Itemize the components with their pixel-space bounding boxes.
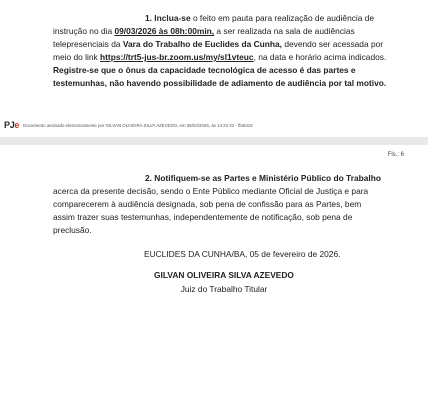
signer-role: Juiz do Trabalho Titular [180, 284, 268, 294]
paragraph-2-line-5: preclusão. [53, 225, 92, 235]
text-segment: o feito em pauta para realização de audiência de [190, 13, 375, 23]
paragraph-1-line-4 [53, 51, 409, 64]
logo-text: PJ [4, 120, 15, 130]
text-segment: , na data e horário acima indicados. [253, 52, 387, 62]
page-separator [0, 137, 428, 145]
paragraph-2-line-2: acerca da presente decisão, sendo o Ente Público mediante Oficial de Justiça e para [53, 186, 369, 196]
text-segment: meio do link [53, 52, 101, 62]
paragraph-1-line-5: Registre-se que o ônus da capacidade tecnológica de acesso é das partes e [53, 65, 356, 75]
text-segment: telepresenciais da [53, 39, 123, 49]
item-number-1: 1. Inclua-se [145, 13, 191, 23]
paragraph-1-line-3 [53, 38, 409, 51]
signature-footer [4, 119, 253, 131]
text-segment: instrução no dia [53, 26, 115, 36]
paragraph-2-line-1: 2. Notifiquem-se as Partes e Ministério Público do Trabalho [145, 173, 381, 183]
paragraph-1 [53, 12, 409, 90]
signature-footer-text: Documento assinado eletronicamente por GILVAN OLIVEIRA SILVA AZEVEDO, em 05/02/2026, às 14:22:32 - ffa8318 [23, 122, 253, 128]
page-number: Fls.: 6 [387, 152, 404, 158]
logo-text-accent: e [14, 120, 20, 130]
zoom-link[interactable]: https://trt5-jus-br.zoom.us/my/sl1vteuc [100, 52, 254, 62]
paragraph-2-line-4: assim trazer suas testemunhas, independentemente de notificação, sob pena de [53, 212, 353, 222]
signer-name: GILVAN OLIVEIRA SILVA AZEVEDO [154, 270, 294, 280]
city-date: EUCLIDES DA CUNHA/BA, 05 de fevereiro de 2026. [144, 249, 341, 259]
hearing-date: 09/03/2026 às 08h:00min, [114, 26, 215, 36]
paragraph-2 [53, 172, 409, 237]
paragraph-1-line-2 [53, 25, 409, 38]
pje-logo [4, 120, 19, 130]
document-page-1 [0, 0, 428, 140]
paragraph-2-line-3: comparecerem à audiência designada, sob pena de confissão para as Partes, bem [53, 199, 362, 209]
paragraph-1-line-6: testemunhas, não havendo possibilidade de adiamento de audiência por tal motivo. [53, 78, 387, 88]
document-page-2 [0, 145, 428, 400]
text-segment: devendo ser acessada por [282, 39, 384, 49]
text-segment: a ser realizada na sala de audiências [214, 26, 355, 36]
court-name: Vara do Trabalho de Euclides da Cunha, [122, 39, 283, 49]
paragraph-1-line-1 [53, 12, 409, 25]
